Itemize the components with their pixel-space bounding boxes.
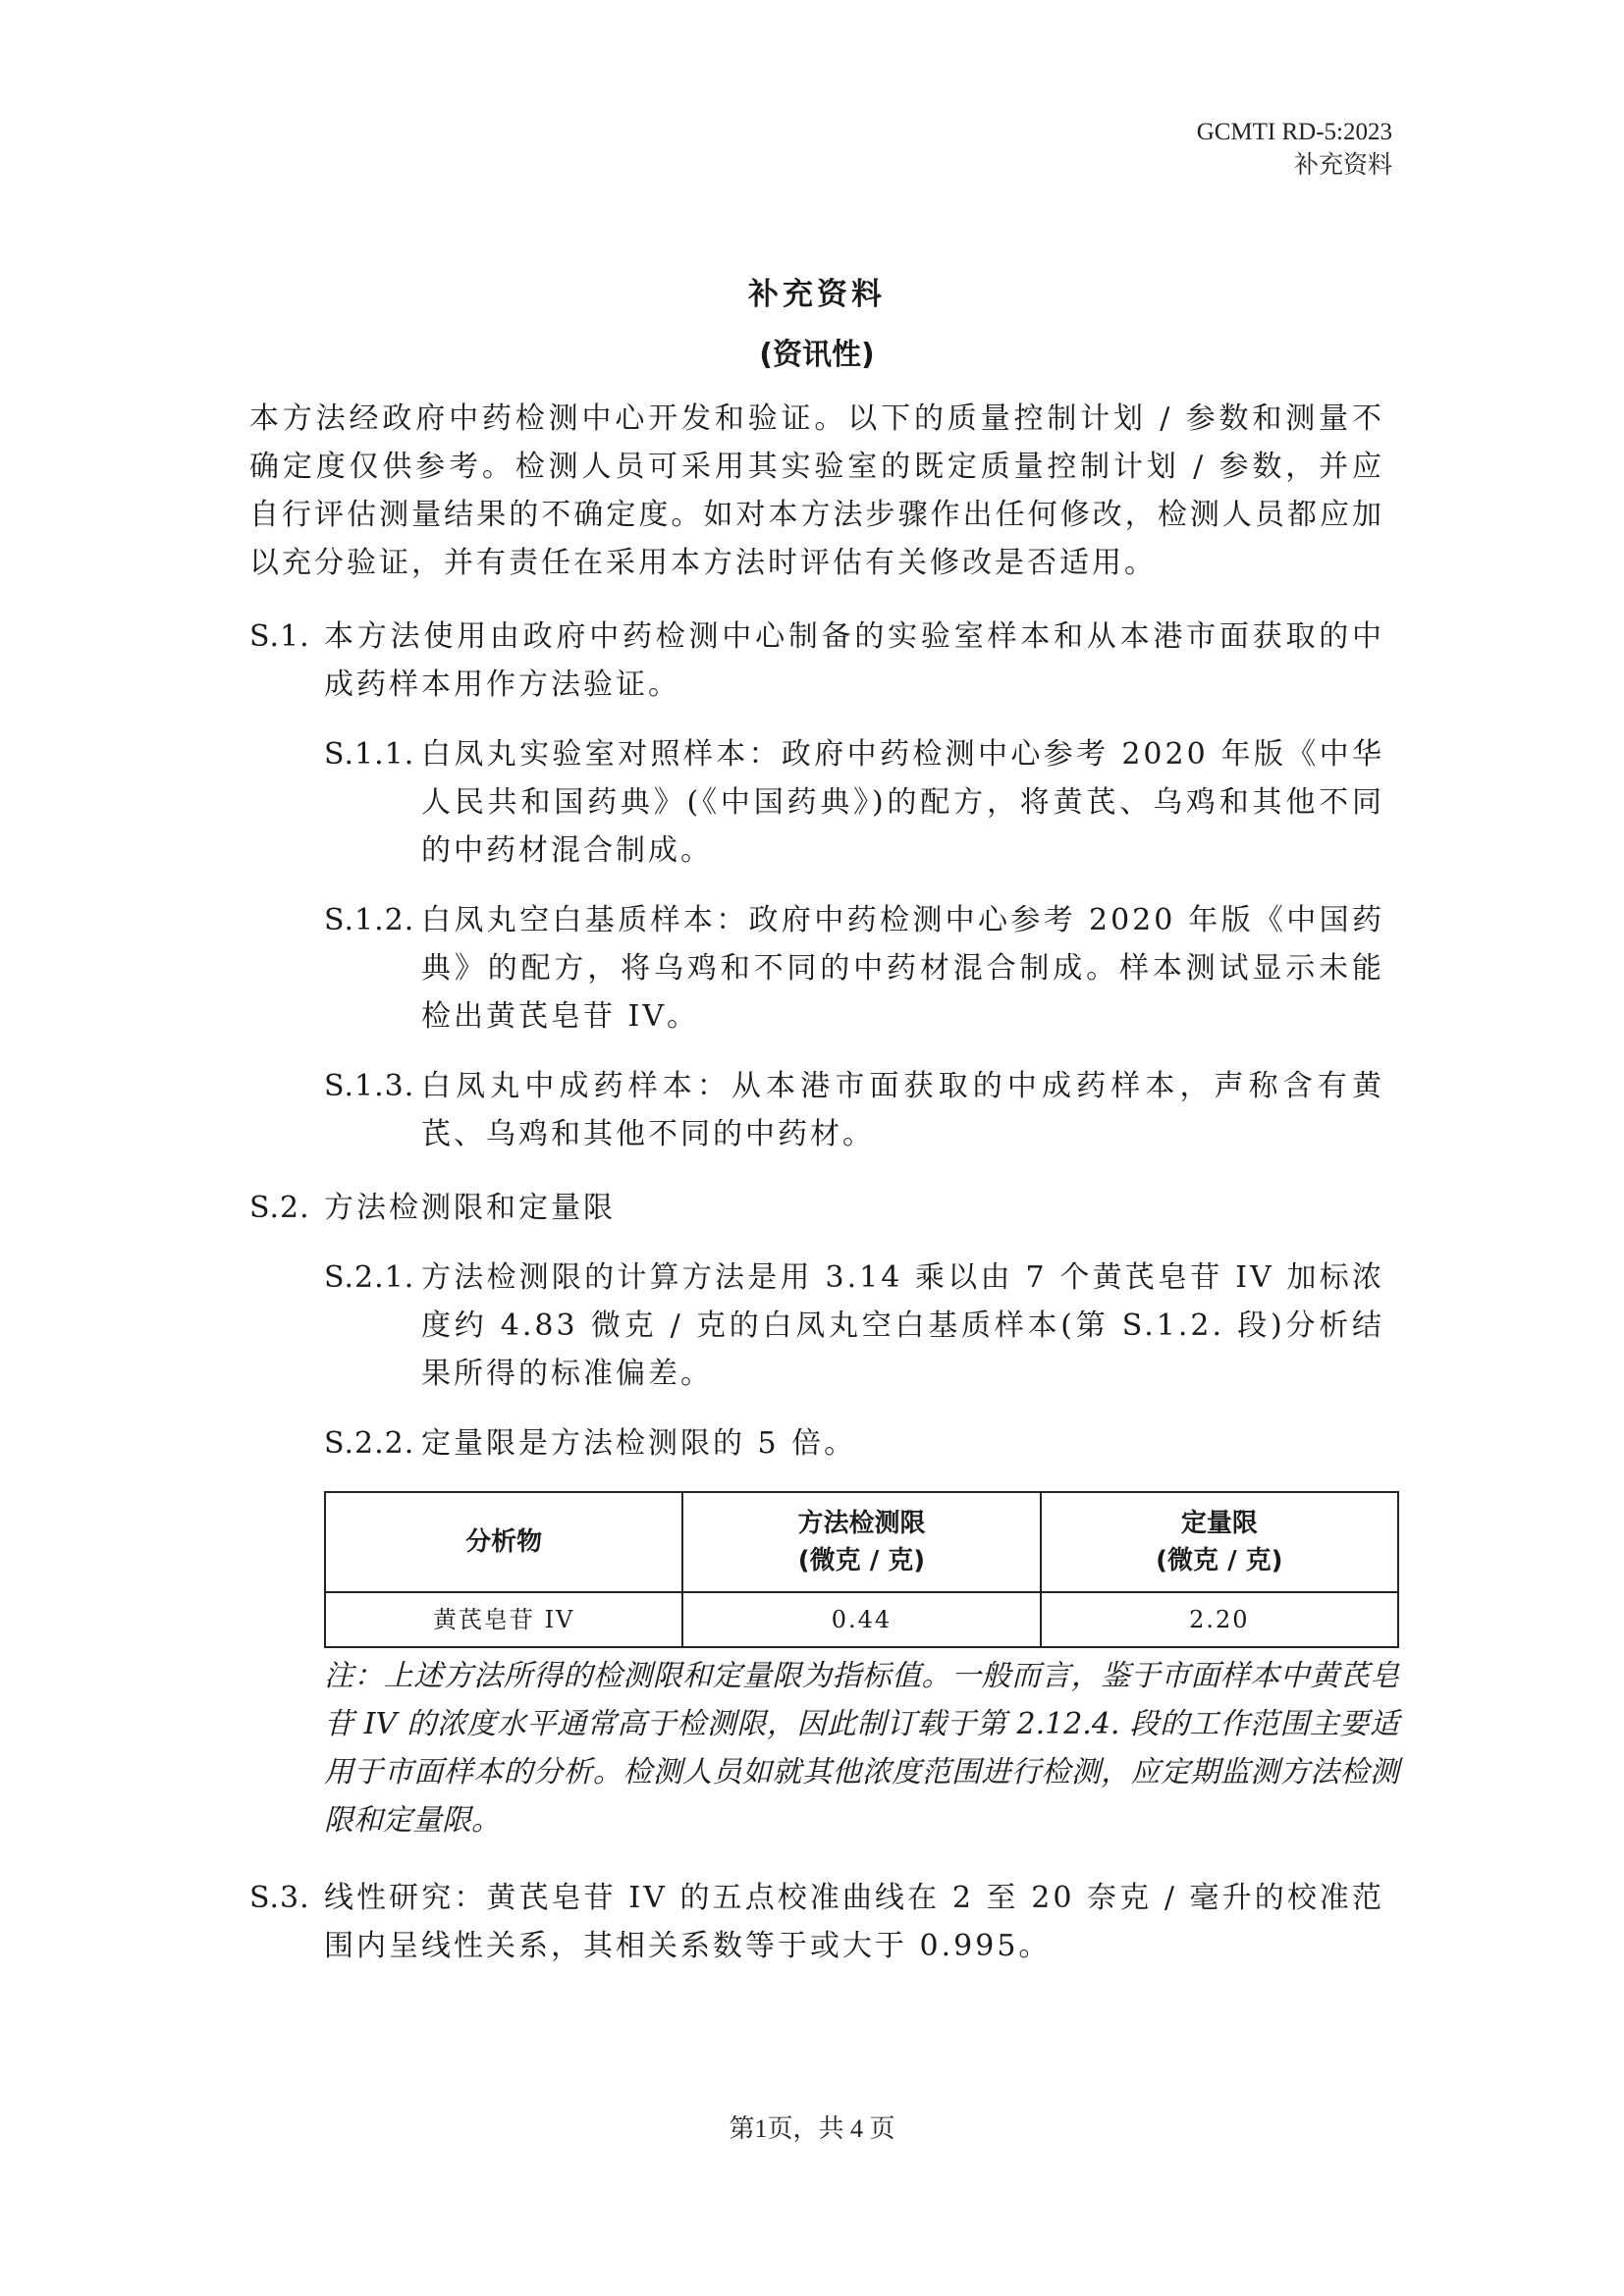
- section-number: S.2.2.: [324, 1426, 415, 1461]
- page-number: 第1页，共 4 页: [729, 2114, 895, 2143]
- section-text: 白凤丸空白基质样本：政府中药检测中心参考 2020 年版《中国药典》的配方，将乌鸡和不同的中药材混合制成。样本测试显示未能检出黄芪皂苷 IV。: [421, 903, 1384, 1034]
- section-text: 方法检测限和定量限: [324, 1191, 616, 1225]
- section-s1-3: [249, 1062, 1384, 1158]
- page-content: [249, 267, 1399, 1970]
- section-number: S.1.3.: [324, 1069, 415, 1103]
- section-s1-1: [249, 730, 1384, 875]
- lod-loq-table-wrapper: [324, 1491, 1399, 1648]
- page-title: 补充资料: [748, 277, 886, 312]
- section-text: 白凤丸中成药样本：从本港市面获取的中成药样本，声称含有黄芪、乌鸡和其他不同的中药材。: [421, 1069, 1384, 1151]
- section-text: 方法检测限的计算方法是用 3.14 乘以由 7 个黄芪皂苷 IV 加标浓度约 4.83 微克 / 克的白凤丸空白基质样本(第 S.1.2. 段)分析结果所得的标准偏差。: [421, 1260, 1384, 1391]
- section-s3: [249, 1874, 1384, 1970]
- intro-paragraph: 本方法经政府中药检测中心开发和验证。以下的质量控制计划 / 参数和测量不确定度仅供参考。检测人员可采用其实验室的既定质量控制计划 / 参数，并应自行评估测量结果的不确定度。如对本方法步骤作出任何修改，检测人员都应加以充分验证，并有责任在采用本方法时评估有关修改是否适用。: [249, 401, 1384, 580]
- column-header-analyte: 分析物: [325, 1492, 682, 1592]
- cell-loq: 2.20: [1041, 1592, 1398, 1647]
- section-s2-2: [249, 1419, 1384, 1468]
- cell-lod: 0.44: [682, 1592, 1040, 1647]
- section-number: S.2.1.: [324, 1260, 415, 1295]
- table-note: 注：上述方法所得的检测限和定量限为指标值。一般而言，鉴于市面样本中黄芪皂苷 IV 的浓度水平通常高于检测限，因此制订载于第 2.12.4. 段的工作范围主要适用于市面样本的分析。检测人员如就其他浓度范围进行检测，应定期监测方法检测限和定量限。: [324, 1659, 1399, 1838]
- page-subtitle: (资讯性): [759, 338, 875, 372]
- table-row: [325, 1592, 1398, 1647]
- section-text: 定量限是方法检测限的 5 倍。: [421, 1426, 857, 1461]
- section-s2-1: [249, 1254, 1384, 1398]
- section-s1-2: [249, 896, 1384, 1041]
- doc-code: GCMTI RD-5:2023: [1196, 119, 1392, 145]
- doc-section-label: 补充资料: [1293, 152, 1392, 179]
- section-s2: [249, 1184, 1384, 1232]
- table-header-row: [325, 1492, 1398, 1592]
- cell-analyte: 黄芪皂苷 IV: [325, 1592, 682, 1647]
- section-text: 本方法使用由政府中药检测中心制备的实验室样本和从本港市面获取的中成药样本用作方法验证。: [324, 619, 1384, 702]
- section-text: 白凤丸实验室对照样本：政府中药检测中心参考 2020 年版《中华人民共和国药典》(《中国药典》)的配方，将黄芪、乌鸡和其他不同的中药材混合制成。: [421, 737, 1384, 868]
- section-number: S.3.: [249, 1881, 310, 1915]
- section-number: S.1.1.: [324, 737, 415, 772]
- column-header-lod: 方法检测限 (微克 / 克): [682, 1492, 1040, 1592]
- column-header-loq: 定量限 (微克 / 克): [1041, 1492, 1398, 1592]
- section-number: S.2.: [249, 1191, 310, 1225]
- section-number: S.1.2.: [324, 903, 415, 937]
- section-text: 线性研究：黄芪皂苷 IV 的五点校准曲线在 2 至 20 奈克 / 毫升的校准范围内呈线性关系，其相关系数等于或大于 0.995。: [324, 1881, 1384, 1963]
- page-header: [1197, 116, 1392, 183]
- lod-loq-table: [324, 1491, 1399, 1648]
- section-number: S.1.: [249, 619, 310, 654]
- section-s1: [249, 613, 1384, 709]
